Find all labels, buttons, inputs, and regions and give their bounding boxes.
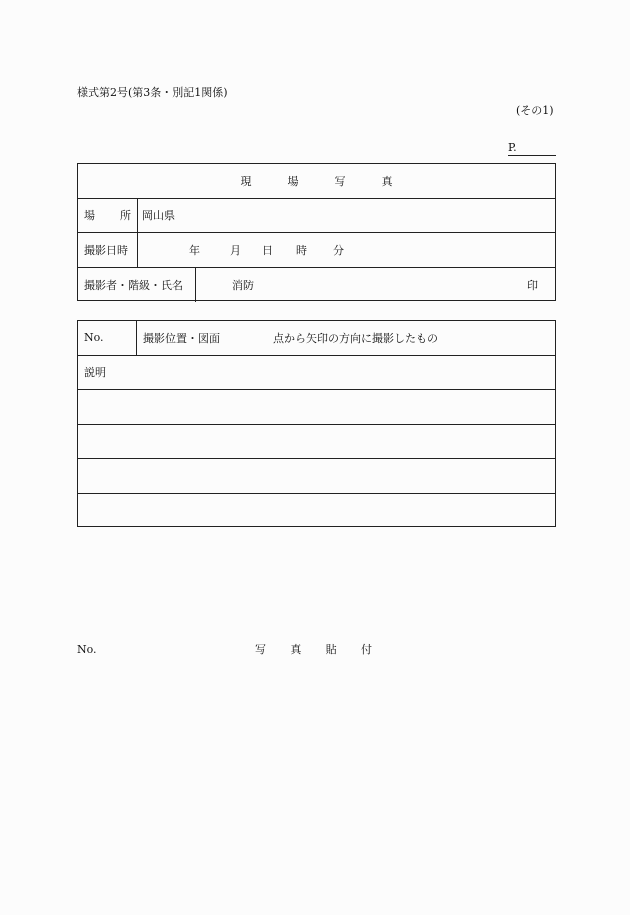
place-field[interactable] bbox=[142, 199, 555, 233]
explanation-line[interactable] bbox=[78, 459, 555, 494]
title-char: 真 bbox=[381, 174, 393, 188]
position-note: 点から矢印の方向に撮影したもの bbox=[273, 331, 438, 345]
position-label: 撮影位置・図面 bbox=[143, 331, 220, 345]
hour-unit: 時 bbox=[296, 243, 307, 257]
explanation-row bbox=[78, 356, 555, 391]
form-title: 様式第2号(第3条・別記1関係) bbox=[77, 86, 228, 99]
title-char: 場 bbox=[287, 174, 299, 188]
title-char: 写 bbox=[334, 174, 346, 188]
place-row bbox=[78, 199, 555, 234]
datetime-field[interactable] bbox=[138, 233, 555, 267]
explanation-line[interactable] bbox=[78, 494, 555, 529]
photographer-field[interactable] bbox=[196, 268, 555, 303]
title-char: 現 bbox=[240, 174, 252, 188]
photographer-label: 撮影者・階級・氏名 bbox=[84, 278, 183, 292]
photo-table bbox=[77, 320, 556, 527]
explanation-line[interactable] bbox=[78, 390, 555, 425]
photo-paste-label: 写 真 貼 付 bbox=[255, 643, 372, 656]
minute-unit: 分 bbox=[333, 243, 344, 257]
explanation-label: 説明 bbox=[84, 366, 106, 380]
position-field[interactable] bbox=[137, 321, 555, 355]
place-label: 場 所 bbox=[84, 209, 131, 223]
info-table bbox=[77, 163, 556, 301]
page-number-field[interactable] bbox=[508, 141, 556, 156]
explanation-line[interactable] bbox=[78, 425, 555, 460]
no-label: No. bbox=[84, 331, 104, 345]
page-label: P. bbox=[508, 141, 517, 154]
month-unit: 月 bbox=[230, 243, 241, 257]
dept-value: 消防 bbox=[232, 278, 254, 292]
day-unit: 日 bbox=[262, 243, 273, 257]
datetime-row bbox=[78, 233, 555, 268]
datetime-label: 撮影日時 bbox=[84, 243, 128, 257]
table-title bbox=[241, 173, 393, 189]
year-unit: 年 bbox=[189, 243, 200, 257]
position-row bbox=[78, 321, 555, 356]
photographer-row bbox=[78, 268, 555, 303]
sheet-label: (その1) bbox=[516, 104, 554, 117]
place-value: 岡山県 bbox=[142, 209, 175, 223]
seal-label: 印 bbox=[527, 278, 538, 292]
title-row bbox=[78, 164, 555, 199]
footer-no-label: No. bbox=[77, 643, 97, 656]
